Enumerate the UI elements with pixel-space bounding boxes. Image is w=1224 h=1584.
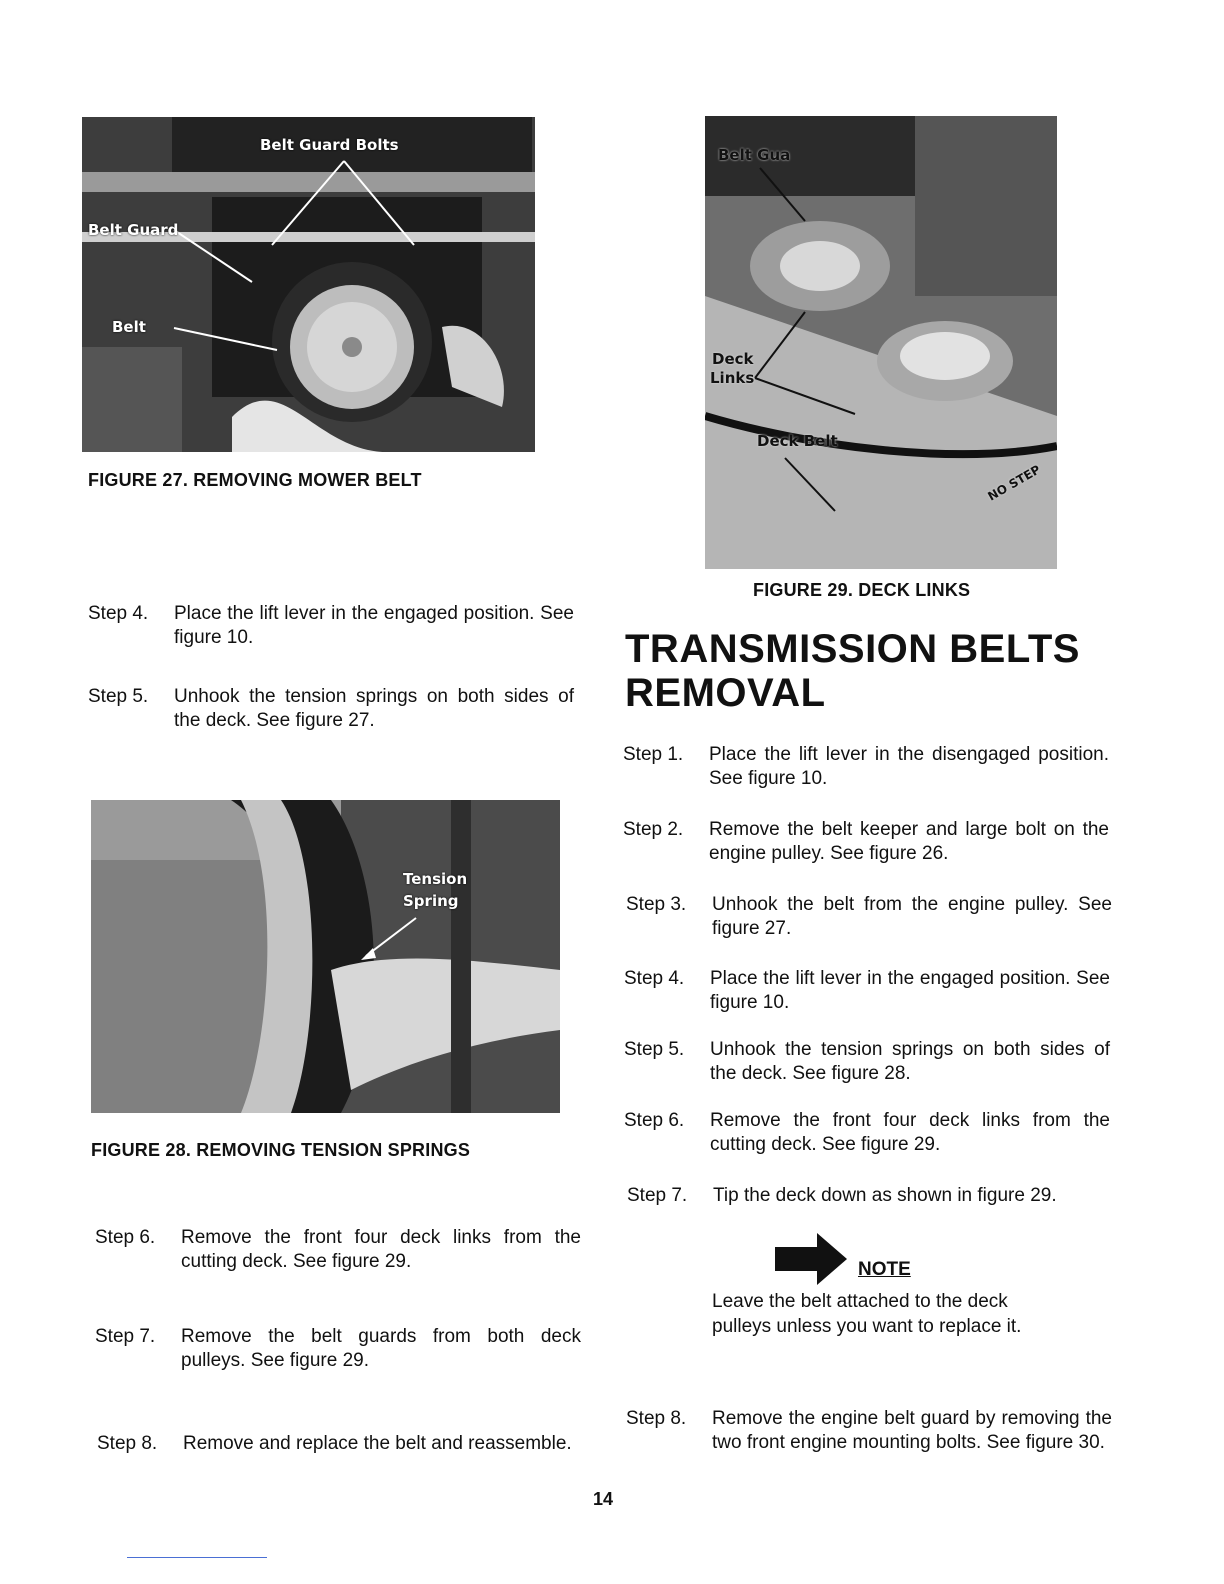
right-step-7: Step 7. Tip the deck down as shown in figure 29. bbox=[627, 1185, 1057, 1206]
figure-29-illustration bbox=[705, 116, 1057, 569]
figure-28-photo bbox=[91, 800, 560, 1113]
right-step-6: Step 6. Remove the front four deck links from the cutting deck. See figure 29. bbox=[624, 1110, 1110, 1155]
tension-label: Tension bbox=[403, 870, 468, 888]
figure-27-illustration bbox=[82, 117, 535, 452]
left-step-6: Step 6. Remove the front four deck links from the cutting deck. See figure 29. bbox=[95, 1227, 581, 1272]
right-step-1: Step 1. Place the lift lever in the disengaged position. See figure 10. bbox=[623, 744, 1109, 789]
page-number: 14 bbox=[593, 1489, 614, 1509]
figure-28-illustration bbox=[91, 800, 560, 1113]
figure-29-photo bbox=[705, 116, 1057, 569]
deck-label: Deck bbox=[712, 350, 754, 368]
figure-29-caption: FIGURE 29. DECK LINKS bbox=[753, 580, 971, 600]
spring-label: Spring bbox=[403, 892, 459, 910]
belt-guard-bolts-label: Belt Guard Bolts bbox=[260, 136, 399, 154]
section-heading-line1: TRANSMISSION BELTS bbox=[625, 627, 1080, 671]
right-step-5: Step 5. Unhook the tension springs on both sides of the deck. See figure 28. bbox=[624, 1039, 1110, 1084]
belt-label: Belt bbox=[112, 318, 146, 336]
right-step-4: Step 4. Place the lift lever in the engaged position. See figure 10. bbox=[624, 968, 1110, 1013]
right-step-2: Step 2. Remove the belt keeper and large bolt on the engine pulley. See figure 26. bbox=[623, 819, 1109, 864]
note-text: Leave the belt attached to the deck pulleys unless you want to replace it. bbox=[712, 1291, 1022, 1337]
footer-rule bbox=[127, 1557, 267, 1558]
figure-28-caption: FIGURE 28. REMOVING TENSION SPRINGS bbox=[91, 1140, 471, 1160]
links-label: Links bbox=[710, 369, 755, 387]
deck-belt-label: Deck Belt bbox=[757, 432, 838, 450]
left-step-8: Step 8. Remove and replace the belt and reassemble. bbox=[97, 1433, 572, 1454]
left-step-7: Step 7. Remove the belt guards from both deck pulleys. See figure 29. bbox=[95, 1326, 581, 1371]
belt-guard-label-29: Belt Gua bbox=[718, 146, 791, 164]
no-step-label: NO STEP bbox=[985, 462, 1043, 504]
right-step-8: Step 8. Remove the engine belt guard by removing the two front engine mounting bolts. See figure 30. bbox=[626, 1408, 1112, 1453]
belt-guard-label: Belt Guard bbox=[88, 221, 179, 239]
figure-27-caption: FIGURE 27. REMOVING MOWER BELT bbox=[88, 470, 422, 490]
figure-27-photo bbox=[82, 117, 535, 452]
left-step-4: Step 4. Place the lift lever in the engaged position. See figure 10. bbox=[88, 603, 574, 648]
left-step-5: Step 5. Unhook the tension springs on both sides of the deck. See figure 27. bbox=[88, 686, 574, 731]
right-step-3: Step 3. Unhook the belt from the engine pulley. See figure 27. bbox=[626, 894, 1112, 939]
note-title: NOTE bbox=[858, 1259, 911, 1280]
section-heading-line2: REMOVAL bbox=[625, 671, 826, 715]
arrow-right-icon bbox=[775, 1233, 847, 1285]
